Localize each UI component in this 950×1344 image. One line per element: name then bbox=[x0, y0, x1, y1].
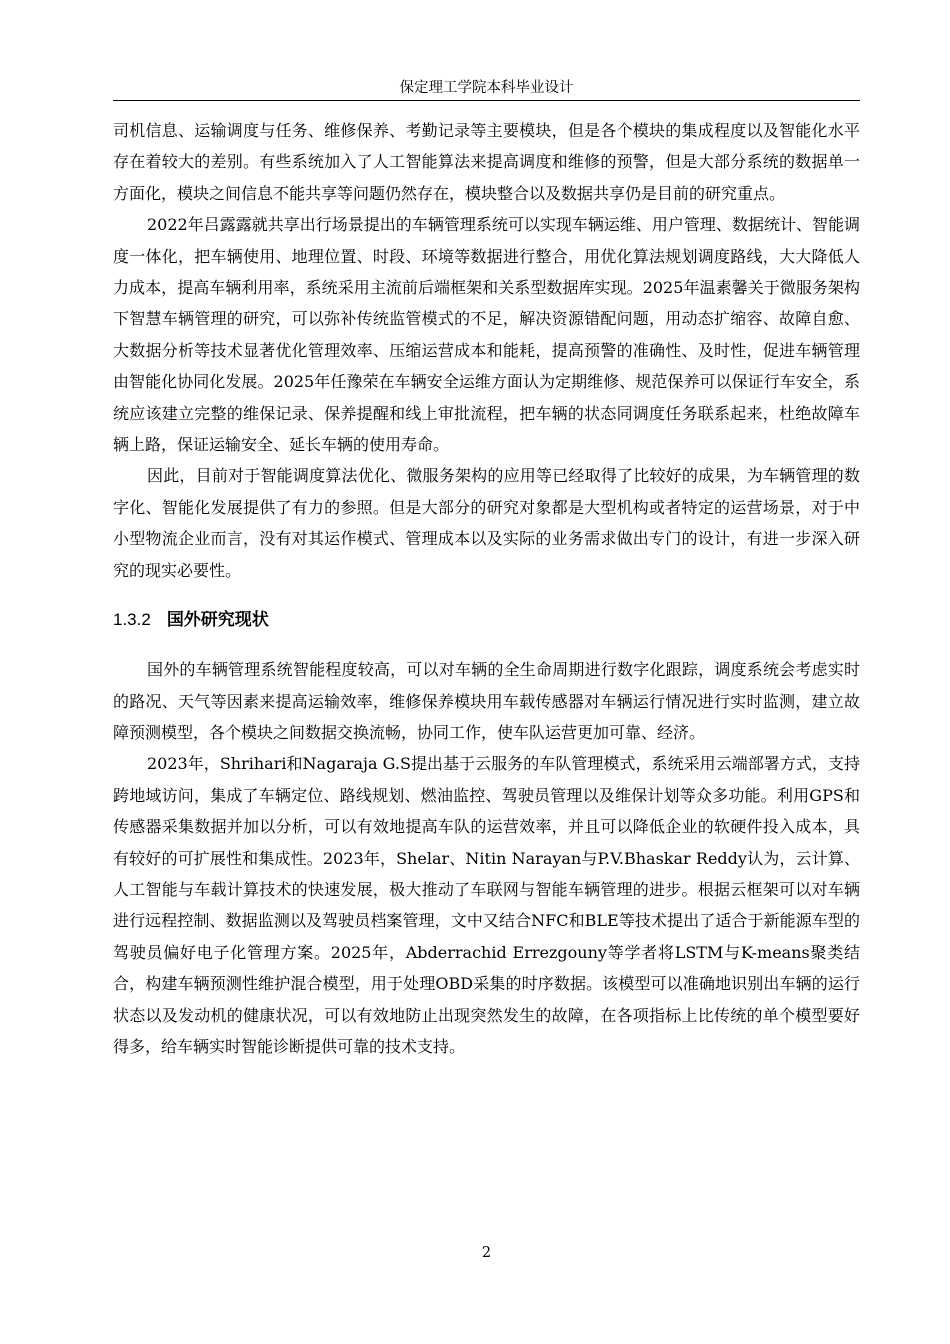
page-number: 2 bbox=[481, 1245, 492, 1261]
paragraph-domestic-studies: 2022年吕露露就共享出行场景提出的车辆管理系统可以实现车辆运维、用户管理、数据统计、智能调度一体化，把车辆使用、地理位置、时段、环境等数据进行整合，用优化算法规划调度路线，大大降低人力成本，提高车辆利用率，系统采用主流前后端框架和关系型数据库实现。2025年温素馨关于微服务架构下智慧车辆管理的研究，可以弥补传统监管模式的不足，解决资源错配问题，用动态扩缩容、故障自愈、大数据分析等技术显著优化管理效率、压缩运营成本和能耗，提高预警的准确性、及时性，促进车辆管理由智能化协同化发展。2025年任豫荣在车辆安全运维方面认为定期维修、规范保养可以保证行车安全，系统应该建立完整的维保记录、保养提醒和线上审批流程，把车辆的状态同调度任务联系起来，杜绝故障车辆上路，保证运输安全、延长车辆的使用寿命。 bbox=[113, 215, 860, 455]
section-heading bbox=[113, 586, 860, 654]
section-title: 国外研究现状 bbox=[166, 610, 269, 631]
header-rule bbox=[113, 100, 860, 101]
paragraph-domestic-summary: 因此，目前对于智能调度算法优化、微服务架构的应用等已经取得了比较好的成果，为车辆管理的数字化、智能化发展提供了有力的参照。但是大部分的研究对象都是大型机构或者特定的运营场景，对于中小型物流企业而言，没有对其运作模式、管理成本以及实际的业务需求做出专门的设计，有进一步深入研究的现实必要性。 bbox=[113, 466, 860, 580]
paragraph-continued: 司机信息、运输调度与任务、维修保养、考勤记录等主要模块，但是各个模块的集成程度以及智能化水平存在着较大的差别。有些系统加入了人工智能算法来提高调度和维修的预警，但是大部分系统的数据单一方面化，模块之间信息不能共享等问题仍然存在，模块整合以及数据共享仍是目前的研究重点。 bbox=[113, 121, 860, 203]
paragraph-foreign-overview: 国外的车辆管理系统智能程度较高，可以对车辆的全生命周期进行数字化跟踪，调度系统会考虑实时的路况、天气等因素来提高运输效率，维修保养模块用车载传感器对车辆运行情况进行实时监测，建立故障预测模型，各个模块之间数据交换流畅，协同工作，使车队运营更加可靠、经济。 bbox=[113, 660, 860, 742]
paragraph-foreign-studies: 2023年，Shrihari和Nagaraja G.S提出基于云服务的车队管理模式，系统采用云端部署方式，支持跨地域访问，集成了车辆定位、路线规划、燃油监控、驾驶员管理以及维保计划等众多功能。利用GPS和传感器采集数据并加以分析，可以有效地提高车队的运营效率，并且可以降低企业的软硬件投入成本，具有较好的可扩展性和集成性。2023年，Shelar、Nitin Narayan与P.V.Bhaskar Reddy认为，云计算、人工智能与车载计算技术的快速发展，极大推动了车联网与智能车辆管理的进步。根据云框架可以对车辆进行远程控制、数据监测以及驾驶员档案管理，文中又结合NFC和BLE等技术提出了适合于新能源车型的驾驶员偏好电子化管理方案。2025年，Abderrachid Errezgouny等学者将LSTM与K-means聚类结合，构建车辆预测性维护混合模型，用于处理OBD采集的时序数据。该模型可以准确地识别出车辆的运行状态以及发动机的健康状况，可以有效地防止出现突然发生的故障，在各项指标上比传统的单个模型要好得多，给车辆实时智能诊断提供可靠的技术支持。 bbox=[113, 754, 860, 1056]
document-body bbox=[113, 115, 860, 1062]
page-header: 保定理工学院本科毕业设计 bbox=[399, 80, 574, 96]
section-number: 1.3.2 bbox=[113, 610, 151, 630]
